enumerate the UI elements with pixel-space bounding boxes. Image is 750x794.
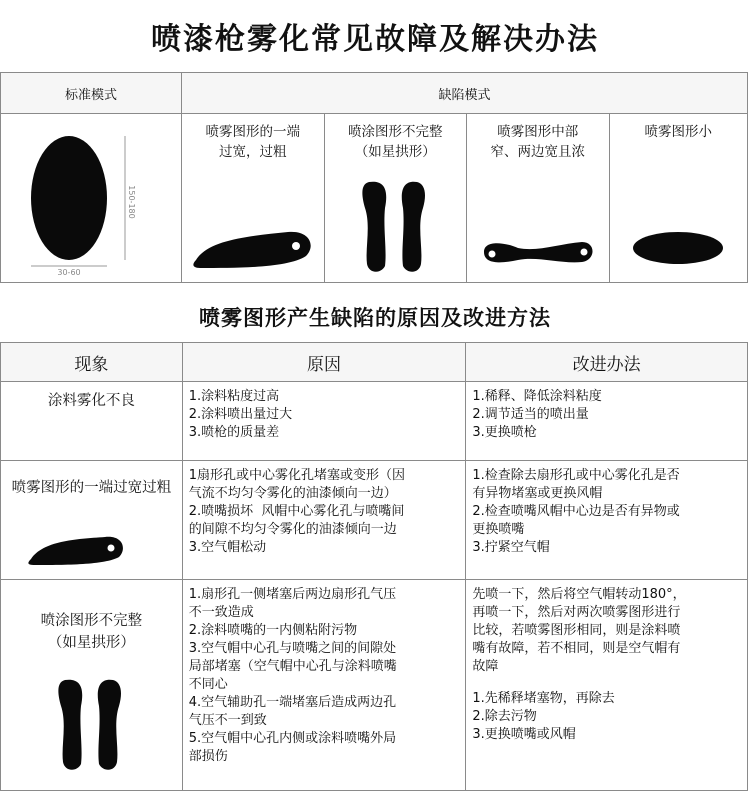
pattern-table (0, 72, 748, 283)
narrow-middle-pattern (478, 234, 598, 274)
section-subtitle: 喷雾图形产生缺陷的原因及改进方法 (199, 306, 551, 330)
cause-list: 1扇形孔或中心雾化孔堵塞或变形（因 气流不均匀令雾化的油漆倾向一边） 2.喷嘴损坏 风帽中心雾化孔与喷嘴间 的间隙不均匀令雾化的油漆倾向一边 3.空气帽松动 (188, 468, 406, 555)
phenomenon-label: 喷雾图形的一端过宽过粗 (11, 480, 172, 496)
header-defect: 缺陷模式 (182, 73, 748, 114)
defect-caption: 喷雾图形的一端 过宽，过粗 (205, 124, 300, 160)
phenomenon-label: 涂料雾化不良 (47, 393, 135, 409)
wide-end-pattern (25, 531, 125, 567)
cause-table (0, 342, 748, 791)
defect-cell-incomplete (324, 114, 467, 283)
defect-cell-wide-end (182, 114, 325, 283)
defect-caption: 喷雾图形小 (644, 124, 712, 140)
wide-end-pattern (188, 224, 318, 274)
incomplete-pattern (51, 676, 131, 772)
defect-caption: 喷雾图形中部 窄、两边宽且浓 (490, 124, 585, 160)
small-pattern (628, 228, 728, 268)
remedy-list: 1.稀释、降低涂料粘度 2.调节适当的喷出量 3.更换喷枪 (472, 389, 602, 440)
cause-list: 1.涂料粘度过高 2.涂料喷出量过大 3.喷枪的质量差 (188, 389, 293, 440)
standard-pattern-cell (1, 114, 182, 283)
phenomenon-label: 喷涂图形不完整 （如星拱形） (40, 613, 143, 651)
defect-caption: 喷涂图形不完整 （如星拱形） (348, 124, 443, 160)
defect-cell-small (609, 114, 748, 283)
table-row (1, 580, 748, 791)
header-remedy: 改进办法 (466, 343, 748, 382)
header-standard: 标准模式 (1, 73, 182, 114)
table-row (1, 382, 748, 461)
remedy-list: 先喷一下，然后将空气帽转动180°， 再喷一下，然后对两次喷雾图形进行 比较，若喷雾图形相同，则是涂料喷 嘴有故障，若不相同，则是空气帽有 故障 1.先稀释堵塞物，再除去 2.除去污物 3.更换喷嘴或风帽 (472, 587, 686, 742)
incomplete-pattern (355, 178, 435, 274)
standard-spray-pattern (1, 114, 181, 278)
page-title: 喷漆枪雾化常见故障及解决办法 (151, 22, 599, 57)
standard-dim-label: 150-180 (127, 185, 136, 219)
header-phenomenon: 现象 (1, 343, 183, 382)
remedy-list: 1.检查除去扇形孔或中心雾化孔是否 有异物堵塞或更换风帽 2.检查喷嘴风帽中心边是否有异物或 更换喷嘴 3.拧紧空气帽 (472, 468, 680, 555)
header-cause: 原因 (182, 343, 466, 382)
defect-cell-narrow-middle (467, 114, 610, 283)
table-row (1, 461, 748, 580)
cause-list: 1.扇形孔一侧堵塞后两边扇形孔气压 不一致造成 2.涂料喷嘴的一内侧粘附污物 3.空气帽中心孔与喷嘴之间的间隙处 局部堵塞（空气帽中心孔与涂料喷嘴 不同心 4.空气辅助孔一端堵塞后造成两边孔 气压不一到致 5.空气帽中心孔内侧或涂料喷嘴外局 部损伤 (188, 587, 397, 764)
standard-width-label: 30-60 (57, 268, 81, 277)
